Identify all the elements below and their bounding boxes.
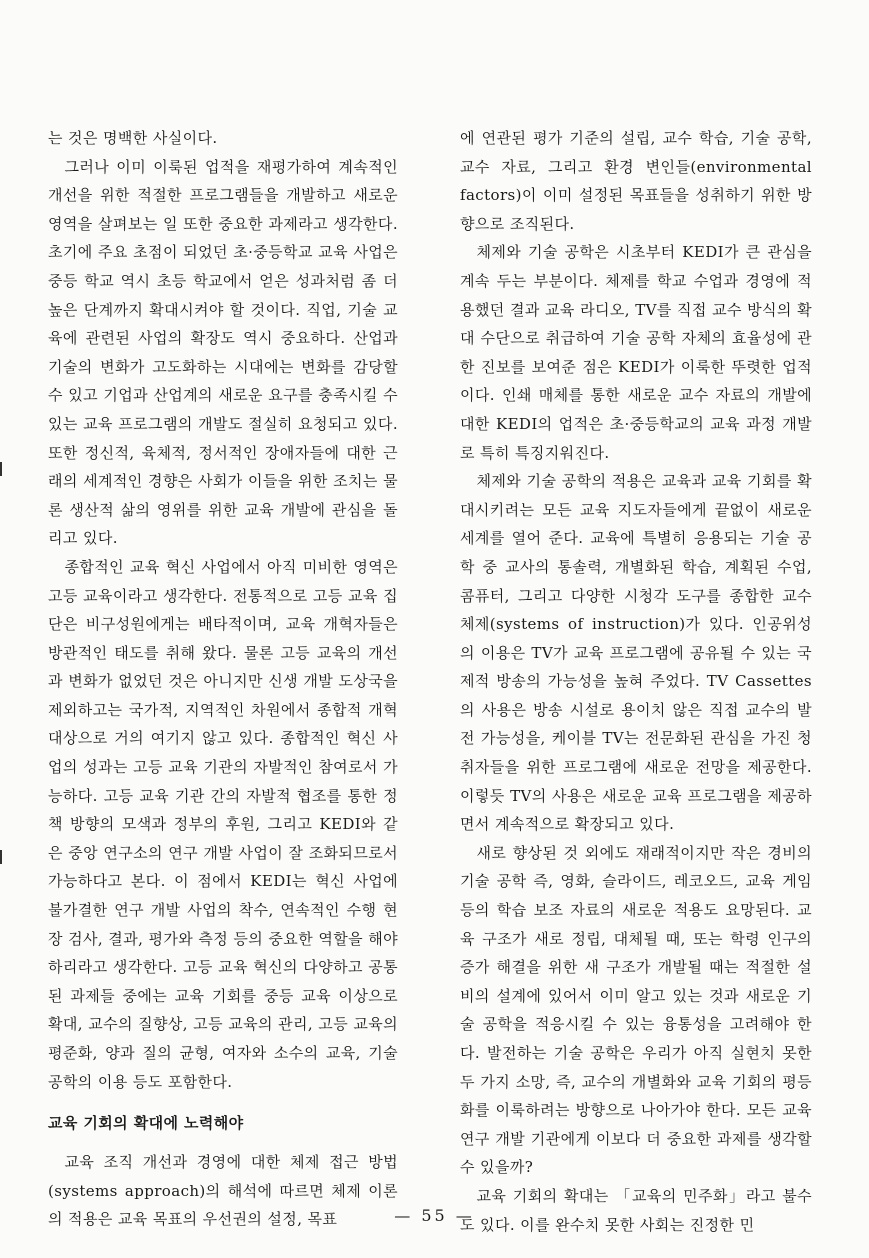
right-column [460,124,812,1239]
left-column [48,124,398,1234]
margin-mark-upper [0,462,2,476]
right-paragraph-1: 에 연관된 평가 기준의 설립, 교수 학습, 기술 공학, 교수 자료, 그리고 환경 변인들(environmental factors)이 이미 설정된 목표들을 성취하기 위한 방향으로 조직된다. [460,129,812,233]
right-paragraph-4: 새로 향상된 것 외에도 재래적이지만 작은 경비의 기술 공학 즉, 영화, 슬라이드, 레코오드, 교육 게임 등의 학습 보조 자료의 새로운 적용도 요망된다. 교육 구조가 새로 정립, 대체될 때, 또는 학령 인구의 증가 해결을 위한 새 구조가 개발될 때는 적절한 설비의 설계에 있어서 이미 알고 있는 것과 새로운 기술 공학을 적응시킬 수 있는 융통성을 고려해야 한다. 발전하는 기술 공학은 우리가 아직 실현치 못한 두 가지 소망, 즉, 교수의 개별화와 교육 기회의 평등화를 이룩하려는 방향으로 나아가야 한다. 모든 교육 연구 개발 기관에게 이보다 더 중요한 과제를 생각할 수 있을까? [460,843,812,1177]
left-paragraph-4: 교육 조직 개선과 경영에 대한 체제 접근 방법(systems approach)의 해석에 따르면 체제 이론의 적용은 교육 목표의 우선권의 설정, 목표 [48,1153,398,1229]
section-heading: 교육 기회의 확대에 노력해야 [48,1114,244,1133]
page-number: — 55 — [394,1206,475,1225]
left-paragraph-2: 그러나 이미 이룩된 업적을 재평가하여 계속적인 개선을 위한 적절한 프로그램들을 개발하고 새로운 영역을 살펴보는 일 또한 중요한 과제라고 생각한다. 초기에 주요 초점이 되었던 초·중등학교 교육 사업은 중등 학교 역시 초등 학교에서 얻은 성과처럼 좀 더 높은 단계까지 확대시켜야 할 것이다. 직업, 기술 교육에 관련된 사업의 확장도 역시 중요하다. 산업과 기술의 변화가 고도화하는 시대에는 변화를 감당할 수 있고 기업과 산업계의 새로운 요구를 충족시킬 수 있는 교육 프로그램의 개발도 절실히 요청되고 있다. 또한 정신적, 육체적, 정서적인 장애자들에 대한 근래의 세계적인 경향은 사회가 이들을 위한 조치는 물론 생산적 삶의 영위를 위한 교육 개발에 관심을 돌리고 있다. [48,157,398,548]
left-paragraph-3: 종합적인 교육 혁신 사업에서 아직 미비한 영역은 고등 교육이라고 생각한다. 전통적으로 고등 교육 집단은 비구성원에게는 배타적이며, 교육 개혁자들은 방관적인 태도를 취해 왔다. 물론 고등 교육의 개선과 변화가 없었던 것은 아니지만 신생 개발 도상국을 제외하고는 국가적, 지역적인 차원에서 종합적 개혁 대상으로 거의 여기지 않고 있다. 종합적인 혁신 사업의 성과는 고등 교육 기관의 자발적인 참여로서 가능하다. 고등 교육 기관 간의 자발적 협조를 통한 정책 방향의 모색과 정부의 후원, 그리고 KEDI와 같은 중앙 연구소의 연구 개발 사업이 잘 조화되므로서 가능하다고 본다. 이 점에서 KEDI는 혁신 사업에 불가결한 연구 개발 사업의 착수, 연속적인 수행 현장 검사, 결과, 평가와 측정 등의 중요한 역할을 해야 하리라고 생각한다. 고등 교육 혁신의 다양하고 공통된 과제들 중에는 교육 기회를 중등 교육 이상으로 확대, 교수의 질향상, 고등 교육의 관리, 고등 교육의 평준화, 양과 질의 균형, 여자와 소수의 교육, 기술 공학의 이용 등도 포함한다. [48,557,398,1091]
left-paragraph-1: 는 것은 명백한 사실이다. [48,129,218,147]
right-paragraph-2: 체제와 기술 공학은 시초부터 KEDI가 큰 관심을 계속 두는 부분이다. 체제를 학교 수업과 경영에 적용했던 결과 교육 라디오, TV를 직접 교수 방식의 확대 수단으로 취급하여 기술 공학 자체의 효율성에 관한 진보를 보여준 점은 KEDI가 이룩한 뚜렷한 업적이다. 인쇄 매체를 통한 새로운 교수 자료의 개발에 대한 KEDI의 업적은 초·중등학교의 교육 과정 개발로 특히 특징지워진다. [460,243,812,462]
margin-mark-lower [0,850,2,864]
right-paragraph-3: 체제와 기술 공학의 적용은 교육과 교육 기회를 확대시키려는 모든 교육 지도자들에게 끝없이 새로운 세계를 열어 준다. 교육에 특별히 응용되는 기술 공학 중 교사의 통솔력, 개별화된 학습, 계획된 수업, 콤퓨터, 그리고 다양한 시청각 도구를 종합한 교수 체제(systems of instruction)가 있다. 인공위성의 이용은 TV가 교육 프로그램에 공유될 수 있는 국제적 방송의 가능성을 높혀 주었다. TV Cassettes의 사용은 방송 시설로 용이치 않은 직접 교수의 발전 가능성을, 케이블 TV는 전문화된 관심을 가진 청취자들을 위한 프로그램에 새로운 전망을 제공한다. 이렇듯 TV의 사용은 새로운 교육 프로그램을 제공하면서 계속적으로 확장되고 있다. [460,472,812,834]
right-paragraph-5: 교육 기회의 확대는 「교육의 민주화」라고 불수도 있다. 이를 완수치 못한 사회는 진정한 민 [460,1186,812,1234]
